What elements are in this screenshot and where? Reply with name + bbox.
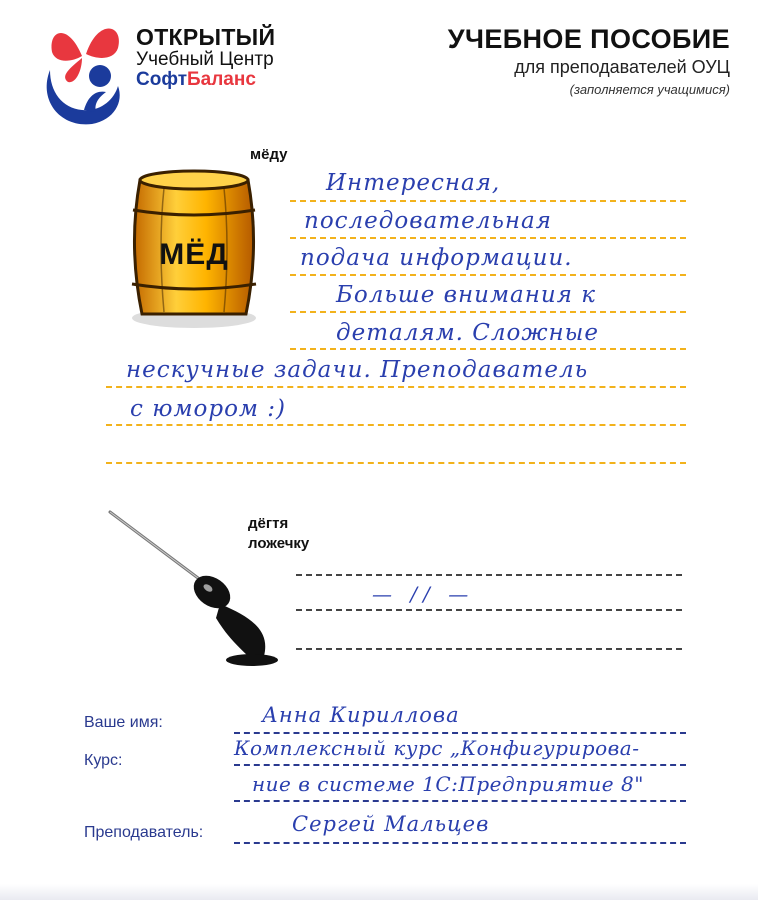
tar-line-3 [296, 648, 682, 650]
brand-soft: Софт [136, 69, 188, 90]
course-value-2: ние в системе 1С:Предприятие 8" [252, 772, 644, 796]
honey-text-7: с юмором :) [130, 396, 287, 422]
honey-text-5: деталям. Сложные [336, 320, 600, 346]
document-title-block [448, 24, 730, 97]
brand-line-1: ОТКРЫТЫЙ [136, 24, 276, 50]
honey-line-3 [290, 274, 686, 276]
honey-text-4: Больше внимания к [336, 282, 596, 308]
document-note: (заполняется учащимися) [569, 82, 730, 97]
course-value-1: Комплексный курс „Конфигурирова- [234, 736, 640, 760]
teacher-line [234, 842, 686, 844]
tar-spoon-icon [104, 508, 284, 674]
tar-label-line-2: ложечку [248, 535, 310, 552]
honey-text-3: подача информации. [300, 245, 573, 271]
teacher-value: Сергей Мальцев [292, 812, 490, 836]
course-line-2 [234, 800, 686, 802]
honey-line-7 [106, 424, 686, 426]
course-label: Курс: [84, 752, 123, 769]
teacher-label: Преподаватель: [84, 824, 204, 841]
honey-text-2: последовательная [304, 208, 552, 234]
bottom-edge [0, 884, 758, 900]
tar-line-1 [296, 574, 682, 576]
honey-line-4 [290, 311, 686, 313]
honey-line-6 [106, 386, 686, 388]
course-line-1 [234, 764, 686, 766]
honey-text-6: нескучные задачи. Преподаватель [126, 357, 589, 383]
tar-line-2 [296, 609, 682, 611]
honey-line-5 [290, 348, 686, 350]
honey-text-1: Интересная, [326, 170, 501, 196]
brand-balans: Баланс [187, 69, 256, 90]
honey-label: мёду [250, 146, 288, 163]
tar-text: — // — [372, 582, 475, 606]
butterfly-logo-icon [38, 12, 130, 132]
honey-line-1 [290, 200, 686, 202]
brand-block [136, 26, 275, 89]
honey-line-8 [106, 462, 686, 464]
name-label: Ваше имя: [84, 714, 163, 731]
document-title: УЧЕБНОЕ ПОСОБИЕ [447, 24, 730, 54]
tar-label-line-1: дёгтя [248, 515, 289, 532]
honey-line-2 [290, 237, 686, 239]
brand-name [136, 70, 275, 89]
honey-barrel-icon [124, 166, 264, 336]
name-value: Анна Кириллова [262, 703, 460, 727]
document-subtitle: для преподавателей ОУЦ [514, 57, 730, 77]
brand-line-2: Учебный Центр [136, 49, 274, 70]
name-line [234, 732, 686, 734]
barrel-label: МЁД [159, 238, 229, 271]
